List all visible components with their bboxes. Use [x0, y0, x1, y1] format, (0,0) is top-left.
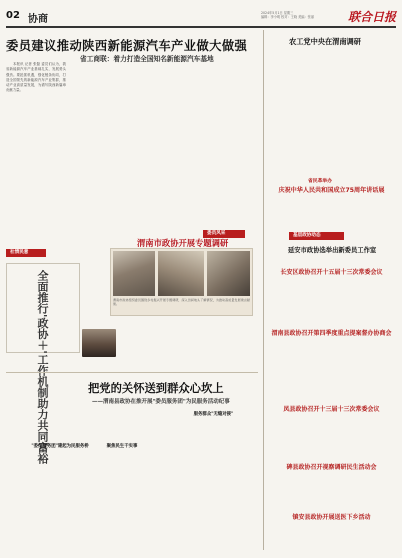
- column-divider: [263, 30, 264, 550]
- masthead-logo: 联合日报: [347, 10, 396, 24]
- brief-headline-3: 凤县政协召开十三届十三次常委会议: [283, 406, 380, 413]
- vertical-feature-title: 全面推行'政协＋'工作机制助力共同富裕: [36, 270, 49, 464]
- photo-feature-headline: 渭南市政协开展专题调研: [137, 238, 229, 248]
- photo-1: [113, 251, 155, 296]
- section-name: 协商: [28, 14, 48, 25]
- photo-caption: 渭南市政协组织委员围绕乡村振兴开展专题调研，深入田间地头了解情况，为推动高质量发展建言献策。: [113, 298, 250, 307]
- left-section-bar: 社情民意: [6, 249, 46, 257]
- lead-headline: 委员建议推动陕西新能源汽车产业做大做强: [6, 38, 248, 53]
- bottom-top-rule: [6, 372, 258, 373]
- brief-headline-1: 长安区政协召开十五届十三次常委会议: [280, 269, 383, 276]
- brief-headline-5: 镇安县政协开展送医下乡活动: [292, 514, 371, 521]
- photo-3: [207, 251, 250, 296]
- bottom-subheading-2: 聚焦民生干实事: [106, 444, 138, 449]
- bottom-subheading-3: 服务群众"无缝对接": [193, 412, 234, 417]
- author-portrait: [82, 329, 116, 357]
- right-mid-kicker: 省民革举办: [308, 179, 332, 184]
- header-divider: [6, 26, 396, 28]
- page-header: [6, 8, 396, 28]
- bottom-headline: 把党的关怀送到群众心坎上: [88, 381, 224, 395]
- lead-column-1: 本报讯 记者 张磊 委员们认为，我省新能源汽车产业基础扎实，发展势头强劲。要抢抓机遇，强化链条协同，打造全国领先的新能源汽车产业集群，推动产业高质量发展，为谱写陕西新篇章贡献力量。: [6, 62, 66, 93]
- brief-headline-2: 渭南县政协召开第四季度重点提案督办协商会: [271, 330, 392, 337]
- right-top-headline: 农工党中央在渭南调研: [289, 37, 361, 46]
- brief-headline-4: 碑县政协召开视察调研民生活动会: [286, 464, 377, 471]
- right-section-bar: 基层政协动态: [289, 232, 344, 240]
- right-mid-headline: 庆祝中华人民共和国成立75周年讲话展: [278, 187, 385, 194]
- page-number: 02: [6, 10, 20, 21]
- issue-meta: 2024年5月1日 星期三 编辑：李小明 校对：王晓 美编：张丽: [261, 11, 315, 20]
- bottom-subheading-1: "委员服务团"建起为民服务桥: [31, 444, 89, 449]
- lead-subhead: 省工商联：着力打造全国知名新能源汽车基地: [80, 55, 214, 63]
- photo-section-bar: 委员风采: [203, 230, 245, 238]
- photo-2: [158, 251, 204, 296]
- right-election-headline: 延安市政协选举出新委员工作室: [288, 247, 377, 254]
- bottom-subhead: ——渭南县政协在推开展"委员服务团"为民服务活动纪事: [92, 399, 230, 405]
